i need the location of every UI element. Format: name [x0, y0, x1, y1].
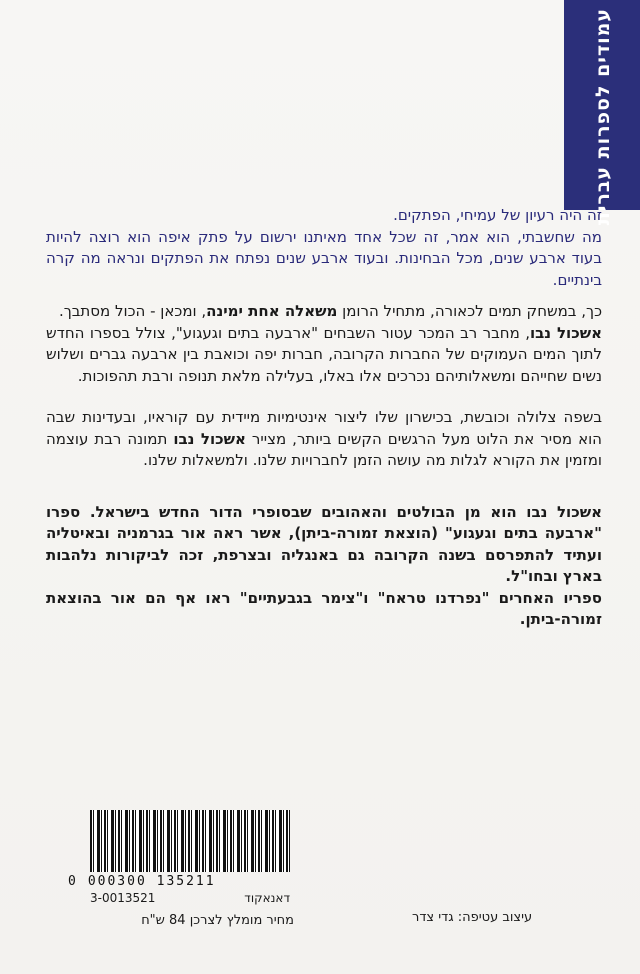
- cover-design-credit: עיצוב עטיפה: גדי צדר: [412, 910, 533, 925]
- novel-title: משאלה אחת ימינה: [206, 302, 338, 320]
- barcode: [90, 810, 290, 872]
- catalog-label: דאנאקוד: [244, 891, 290, 905]
- author-bio: [46, 502, 602, 631]
- paragraph-3: בשפה צלולה וכובשת, בכישרון שלו ליצור אינטימיות מיידית עם קוראיו, ובעדינות שבה הוא מסיר את הלוט מעל הרגשים הקשים ביותר, מצייר אשכול נבו תמונה רבת עוצמה ומזמין את הקורא לגלות מה עושה הזמן לחברויות שלנו. ולמשאלות שלנו.: [46, 408, 602, 469]
- paragraph-1: כך, במשחק תמים לכאורה, מתחיל הרומן משאלה אחת ימינה, ומכאן - הכול מסתבך.: [58, 302, 602, 320]
- catalog-number: 3-0013521: [90, 891, 156, 905]
- series-band: [564, 0, 640, 226]
- barcode-codes: [90, 891, 290, 905]
- bio-line-1: אשכול נבו הוא מן הבולטים והאהובים שבסופרי הדור החדש בישראל. ספרו "ארבעה בתים וגעגוע" (הוצאת זמורה-ביתן), אשר ראה אור בגרמניה ובאיטליה ועתיד להתפרסם בשנה הקרובה גם באנגליה ובצרפת, זכה לביקורות נלהבות בארץ ובחו"ל.: [46, 502, 602, 585]
- bio-line-2: ספריו האחרים "נפרדנו טראח" ו"צימר בגבעתיים" ראו אף הם אור בהוצאת זמורה-ביתן.: [46, 588, 602, 628]
- intro-quote: [46, 205, 602, 291]
- author-name: אשכול נבו: [529, 323, 602, 342]
- blurb: [46, 205, 602, 651]
- barcode-digits: 0 000300 135211: [68, 874, 216, 889]
- price: מחיר מומלץ לצרכן 84 ש"ח: [141, 913, 294, 928]
- paragraph-2: אשכול נבו, מחבר רב המכר עטור השבחים "ארבעה בתים וגעגוע", צולל בספרו החדש לתוך המים העמוקים של החברות הקרובה, חברות יפה וכואבת בין ארבעה גברים ושלוש נשים שחייהם ומשאלותיהם נכרכים אלו באלו, בעלילה מלאת תנופה ורבת תהפוכות.: [46, 323, 602, 385]
- author-name: אשכול נבו: [173, 429, 246, 448]
- intro-line-2: מה שחשבתי, הוא אמר, זה שכל אחד מאיתנו ירשום על פתק איפה הוא רוצה להיות בעוד ארבע שנים, מכל הבחינות. ובעוד ארבע שנים נפתח את הפתקים ונראה מה קרה בינתיים.: [46, 227, 602, 289]
- series-label: עמודים לספרות עברית: [592, 8, 614, 226]
- barcode-area: [68, 810, 294, 928]
- intro-line-1: זה היה רעיון של עמיחי, הפתקים.: [393, 206, 602, 224]
